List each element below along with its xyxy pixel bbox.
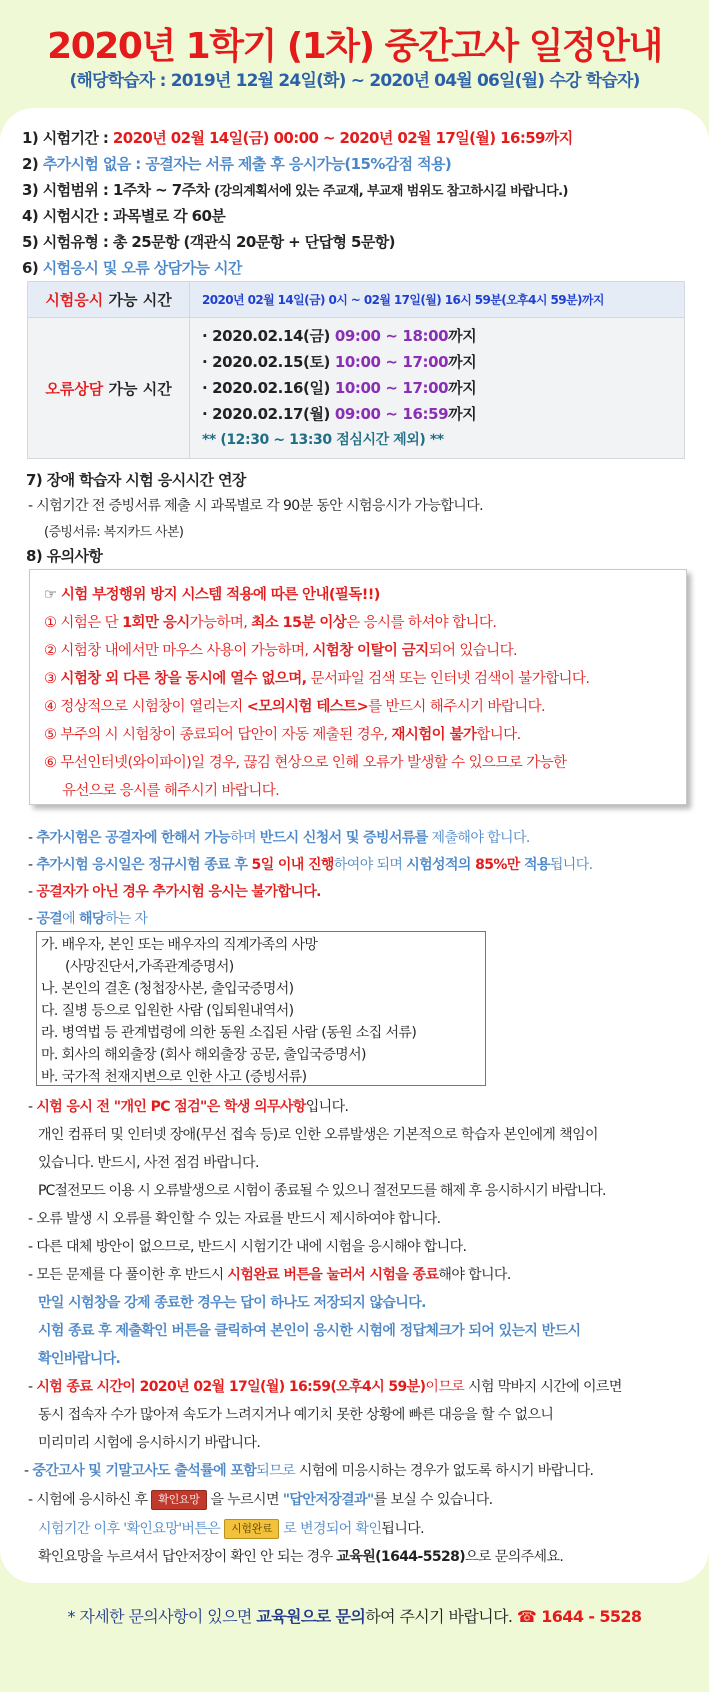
caution-item-4: ④ 정상적으로 시험창이 열리는지 <모의시험 테스트>를 반드시 해주시기 바랍니다.	[44, 699, 546, 715]
pc-check-notice: - 시험 응시 전 "개인 PC 점검"은 학생 의무사항입니다.	[28, 1099, 349, 1115]
list-item: · 2020.02.14(금) 09:00 ~ 18:00까지	[202, 327, 477, 345]
note-end-time-line-3: 미리미리 시험에 응시하시기 바랍니다.	[38, 1435, 261, 1451]
caution-box	[29, 569, 687, 805]
list-item: 다. 질병 등으로 입원한 사람 (입퇴원내역서)	[41, 1003, 294, 1019]
pc-check-line-2: 개인 컴퓨터 및 인터넷 장애(무선 접속 등)로 인한 오류발생은 기본적으로 학습자 본인에게 책임이	[38, 1127, 598, 1143]
note-contact: 확인요망을 누르셔서 답안저장이 확인 안 되는 경우 교육원(1644-5528)으로 문의주세요.	[38, 1549, 564, 1565]
section7-body: - 시험기간 전 증빙서류 제출 시 과목별로 각 90분 동안 시험응시가 가능합니다.	[28, 498, 483, 514]
lunch-note: ** (12:30 ~ 13:30 점심시간 제외) **	[202, 432, 444, 448]
caution-item-6-cont: 유선으로 응시를 해주시기 바랍니다.	[62, 783, 280, 799]
note-finish-button: - 모든 문제를 다 풀이한 후 반드시 시험완료 버튼을 눌러서 시험을 종료해야 합니다.	[28, 1267, 511, 1283]
section7-note: (증빙서류: 복지카드 사본)	[44, 525, 184, 540]
item-exam-type: 5) 시험유형 : 총 25문항 (객관식 20문항 + 단답형 5문항)	[22, 233, 395, 251]
phone-icon: ☎	[516, 1607, 537, 1626]
pc-check-line-4: PC절전모드 이용 시 오류발생으로 시험이 종료될 수 있으니 절전모드를 해제 후 응시하시기 바랍니다.	[38, 1183, 606, 1199]
exam-hours-header: 시험응시 가능 시간	[28, 282, 190, 318]
pc-check-line-3: 있습니다. 반드시, 사전 점검 바랍니다.	[38, 1155, 259, 1171]
note-submit-check-cont: 확인바랍니다.	[38, 1351, 121, 1367]
note-button-change: 시험기간 이후 '확인요망'버튼은 시험완료 로 변경되어 확인됩니다.	[38, 1521, 425, 1537]
pointing-hand-icon: ☞	[44, 587, 57, 603]
caution-item-1: ① 시험은 단 1회만 응시가능하며, 최소 15분 이상은 응시를 하셔야 합니다.	[44, 615, 497, 631]
table-row	[28, 318, 685, 459]
note-no-alternative: - 다른 대체 방안이 없으므로, 반드시 시험기간 내에 시험을 응시해야 합니다.	[28, 1239, 467, 1255]
section7-title: 7) 장애 학습자 시험 응시시간 연장	[26, 471, 246, 489]
note-extra-exam-date: - 추가시험 응시일은 정규시험 종료 후 5일 이내 진행하여야 되며 시험성적의 85%만 적용됩니다.	[28, 857, 593, 873]
schedule-table	[27, 281, 685, 459]
note-force-close: 만일 시험창을 강제 종료한 경우는 답이 하나도 저장되지 않습니다.	[38, 1295, 426, 1311]
item-consult-hours: 6) 시험응시 및 오류 상담가능 시간	[22, 259, 242, 277]
note-excused-eligible: - 공결에 해당하는 자	[28, 911, 148, 927]
note-attendance: - 중간고사 및 기말고사도 출석률에 포함되므로 시험에 미응시하는 경우가 없도록 하시기 바랍니다.	[24, 1463, 594, 1479]
item-exam-period: 1) 시험기간 : 2020년 02월 14일(금) 00:00 ~ 2020년 02월 17일(월) 16:59까지	[22, 129, 573, 147]
note-extra-exam: - 추가시험은 공결자에 한해서 가능하며 반드시 신청서 및 증빙서류를 제출해야 합니다.	[28, 830, 530, 846]
consult-hours-list	[190, 318, 685, 459]
note-check-result: - 시험에 응시하신 후 확인요망 을 누르시면 "답안저장결과"를 보실 수 있습니다.	[28, 1492, 493, 1508]
item-extra-exam: 2) 추가시험 없음 : 공결자는 서류 제출 후 응시가능(15%감점 적용)	[22, 155, 452, 173]
excused-reasons-list	[36, 931, 486, 1086]
list-item: · 2020.02.16(일) 10:00 ~ 17:00까지	[202, 379, 477, 397]
list-item: · 2020.02.15(토) 10:00 ~ 17:00까지	[202, 353, 477, 371]
note-end-time: - 시험 종료 시간이 2020년 02월 17일(월) 16:59(오후4시 59분)이므로 시험 막바지 시간에 이르면	[28, 1379, 622, 1395]
list-item: 라. 병역법 등 관계법령에 의한 동원 소집된 사람 (동원 소집 서류)	[41, 1025, 417, 1041]
list-item: · 2020.02.17(월) 09:00 ~ 16:59까지	[202, 405, 477, 423]
caution-item-6: ⑥ 무선인터넷(와이파이)일 경우, 끊김 현상으로 인해 오류가 발생할 수 있으므로 가능한	[44, 755, 567, 771]
list-item: 바. 국가적 천재지변으로 인한 사고 (증빙서류)	[41, 1069, 307, 1085]
note-end-time-line-2: 동시 접속자 수가 많아져 속도가 느려지거나 예기치 못한 상황에 빠른 대응을 할 수 없으니	[38, 1407, 554, 1423]
consult-hours-header: 오류상담 가능 시간	[28, 318, 190, 459]
list-item: 가. 배우자, 본인 또는 배우자의 직계가족의 사망	[41, 937, 318, 953]
exam-hours-value: 2020년 02월 14일(금) 0시 ~ 02월 17일(월) 16시 59분(오후4시 59분)까지	[190, 282, 685, 318]
caution-heading: ☞ 시험 부정행위 방지 시스템 적용에 따른 안내(필독!!)	[44, 587, 380, 603]
page-subtitle: (해당학습자 : 2019년 12월 24일(화) ~ 2020년 04월 06일(월) 수강 학습자)	[69, 71, 640, 91]
item-exam-range: 3) 시험범위 : 1주차 ~ 7주차 (강의계획서에 있는 주교재, 부교재 범위도 참고하시길 바랍니다.)	[22, 181, 568, 199]
exam-complete-button[interactable]: 시험완료	[224, 1519, 279, 1539]
check-required-button[interactable]: 확인요망	[151, 1490, 206, 1510]
caution-item-5: ⑤ 부주의 시 시험창이 종료되어 답안이 자동 제출된 경우, 재시험이 불가합니다.	[44, 727, 521, 743]
note-error-proof: - 오류 발생 시 오류를 확인할 수 있는 자료를 반드시 제시하여야 합니다.	[28, 1211, 441, 1227]
note-submit-check: 시험 종료 후 제출확인 버튼을 클릭하여 본인이 응시한 시험에 정답체크가 되어 있는지 반드시	[38, 1323, 581, 1339]
section8-title: 8) 유의사항	[26, 547, 103, 565]
list-item: 마. 회사의 해외출장 (회사 해외출장 공문, 출입국증명서)	[41, 1047, 366, 1063]
phone-number: 1644 - 5528	[536, 1607, 642, 1626]
note-non-excused: - 공결자가 아닌 경우 추가시험 응시는 불가합니다.	[28, 884, 321, 900]
list-item: (사망진단서,가족관계증명서)	[65, 959, 234, 975]
caution-item-2: ② 시험창 내에서만 마우스 사용이 가능하며, 시험창 이탈이 금지되어 있습니다.	[44, 643, 518, 659]
page-title: 2020년 1학기 (1차) 중간고사 일정안내	[47, 26, 662, 67]
table-row	[28, 282, 685, 318]
footer-contact: * 자세한 문의사항이 있으면 교육원으로 문의하여 주시기 바랍니다. ☎ 1644 - 5528	[67, 1607, 642, 1626]
item-exam-time: 4) 시험시간 : 과목별로 각 60분	[22, 207, 226, 225]
list-item: 나. 본인의 결혼 (청첩장사본, 출입국증명서)	[41, 981, 294, 997]
caution-item-3: ③ 시험창 외 다른 창을 동시에 열수 없으며, 문서파일 검색 또는 인터넷 검색이 불가합니다.	[44, 671, 590, 687]
